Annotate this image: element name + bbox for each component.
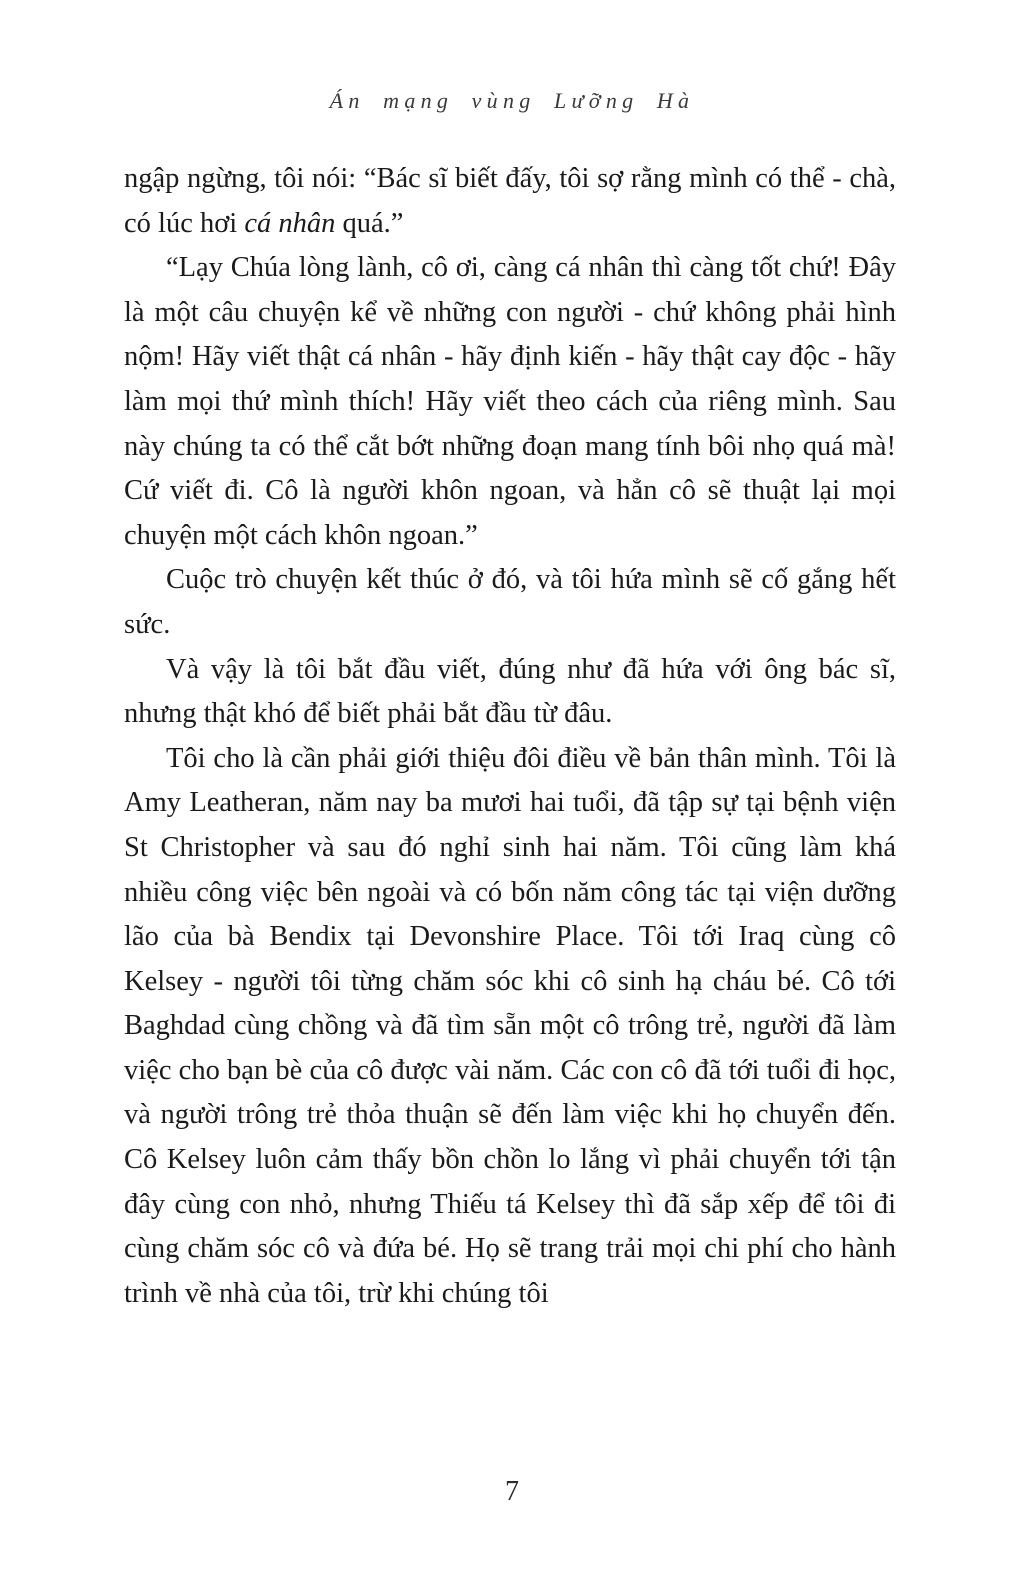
text-segment: Tôi cho là cần phải giới thiệu đôi điều về bản thân mình. Tôi là Amy Leatheran, năm nay ba mươi hai tuổi, đã tập sự tại bệnh viện St Christopher và sau đó nghỉ sinh hai năm. Tôi cũng làm khá nhiều công việc bên ngoài và có bốn năm công tác tại viện dưỡng lão của bà Bendix tại Devonshire Place. Tôi tới Iraq cùng cô Kelsey - người tôi từng chăm sóc khi cô sinh hạ cháu bé. Cô tới Baghdad cùng chồng và đã tìm sẵn một cô trông trẻ, người đã làm việc cho bạn bè của cô được vài năm. Các con cô đã tới tuổi đi học, và người trông trẻ thỏa thuận sẽ đến làm việc khi họ chuyển đến. Cô Kelsey luôn cảm thấy bồn chồn lo lắng vì phải chuyển tới tận đây cùng con nhỏ, nhưng Thiếu tá Kelsey thì đã sắp xếp để tôi đi cùng chăm sóc cô và đứa bé. Họ sẽ trang trải mọi chi phí cho hành trình về nhà của tôi, trừ khi chúng tôi	[124, 742, 896, 1309]
text-segment: Cuộc trò chuyện kết thúc ở đó, và tôi hứa mình sẽ cố gắng hết sức.	[124, 564, 896, 640]
body-text	[124, 157, 896, 1316]
page-number: 7	[505, 1476, 519, 1507]
text-segment: Và vậy là tôi bắt đầu viết, đúng như đã hứa với ông bác sĩ, nhưng thật khó để biết phải bắt đầu từ đâu.	[124, 653, 896, 730]
text-segment: quá.”	[335, 207, 404, 239]
text-segment: “Lạy Chúa lòng lành, cô ơi, càng cá nhân thì càng tốt chứ! Đây là một câu chuyện kể về những con người - chứ không phải hình nộm! Hãy viết thật cá nhân - hãy định kiến - hãy thật cay độc - hãy làm mọi thứ mình thích! Hãy viết theo cách của riêng mình. Sau này chúng ta có thể cắt bớt những đoạn mang tính bôi nhọ quá mà! Cứ viết đi. Cô là người khôn ngoan, và hẳn cô sẽ thuật lại mọi chuyện một cách khôn ngoan.”	[124, 252, 896, 551]
paragraph	[124, 648, 896, 737]
paragraph	[124, 246, 896, 558]
italic-text-segment: cá nhân	[244, 207, 336, 239]
running-header: Án mạng vùng Lưỡng Hà	[329, 88, 695, 113]
paragraph	[124, 737, 896, 1317]
text-segment: ngập ngừng, tôi nói: “Bác sĩ biết đấy, tôi sợ rằng mình có thể - chà, có lúc hơi	[124, 163, 896, 239]
paragraph	[124, 558, 896, 647]
paragraph	[124, 157, 896, 246]
